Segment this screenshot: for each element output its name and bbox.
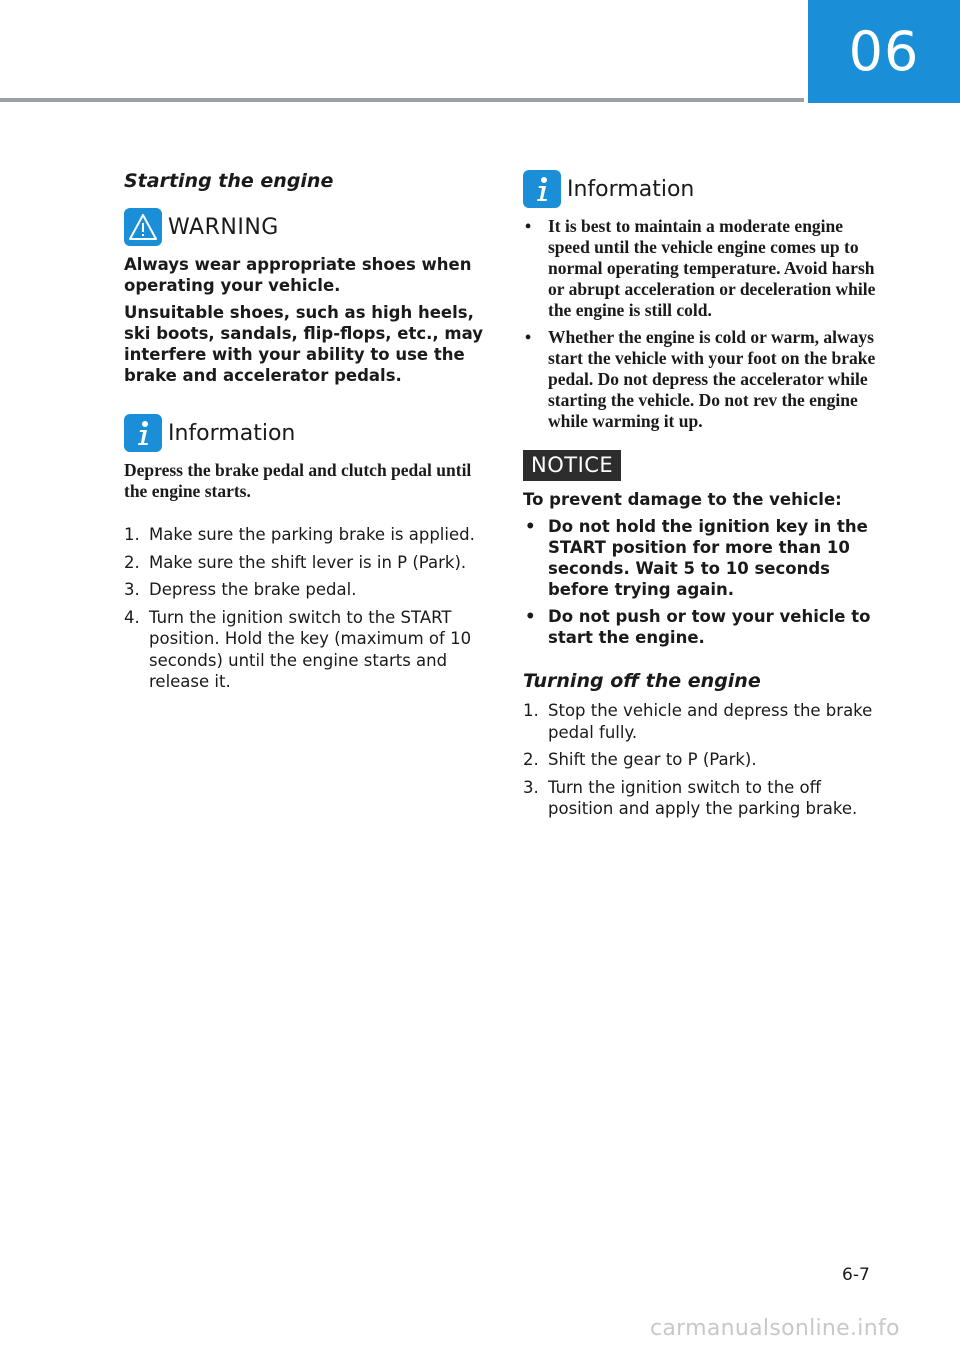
- info-box-left: [124, 414, 492, 502]
- info-box-right: [523, 170, 885, 432]
- info-title: Information: [567, 176, 695, 202]
- info-icon: [124, 414, 162, 452]
- step-number: 1.: [124, 525, 140, 544]
- section-title-starting: Starting the engine: [124, 170, 334, 192]
- step-text: Make sure the shift lever is in P (Park).: [149, 552, 467, 572]
- list-item: [523, 777, 885, 820]
- info-icon: [523, 170, 561, 208]
- list-item: [523, 216, 885, 321]
- header-rule: [0, 98, 804, 102]
- footer-watermark: carmanualsonline.info: [650, 1316, 900, 1341]
- bullet-text: Whether the engine is cold or warm, always start the vehicle with your foot on the brake pedal. Do not depress the accelerator while starting the vehicle. Do not rev the engine while warming it up.: [548, 327, 876, 431]
- step-text: Depress the brake pedal.: [149, 580, 357, 599]
- step-text: Make sure the parking brake is applied.: [149, 525, 475, 544]
- bullet-dot: •: [525, 327, 532, 347]
- bullet-dot: •: [525, 517, 536, 536]
- list-item: [523, 749, 885, 771]
- list-item: [124, 579, 492, 601]
- list-item: [523, 606, 885, 648]
- left-column: [124, 170, 492, 699]
- step-text: Turn the ignition switch to the off position and apply the parking brake.: [548, 777, 858, 818]
- step-number: 1.: [523, 701, 539, 720]
- warning-title: WARNING: [168, 214, 279, 240]
- step-number: 4.: [124, 607, 140, 627]
- warning-box: [124, 208, 492, 386]
- bullet-dot: •: [525, 607, 536, 626]
- section-title-turning-off: Turning off the engine: [523, 670, 761, 692]
- info-header: [523, 170, 885, 208]
- warning-paragraph: Always wear appropriate shoes when operating your vehicle.: [124, 255, 472, 295]
- step-text: Stop the vehicle and depress the brake pedal fully.: [548, 701, 873, 742]
- list-item: [523, 516, 885, 600]
- step-number: 2.: [124, 552, 140, 572]
- step-number: 2.: [523, 750, 539, 769]
- turning-off-steps: [523, 700, 885, 820]
- notice-lead: To prevent damage to the vehicle:: [523, 490, 842, 509]
- starting-steps: [124, 524, 492, 693]
- list-item: [124, 552, 492, 574]
- warning-header: [124, 208, 492, 246]
- right-column: [523, 170, 885, 826]
- list-item: [124, 607, 492, 693]
- bullet-dot: •: [525, 216, 532, 236]
- notice-box: [523, 450, 885, 648]
- info-text: Depress the brake pedal and clutch pedal until the engine starts.: [124, 460, 472, 501]
- warning-triangle-icon: [124, 208, 162, 246]
- bullet-text: Do not hold the ignition key in the START position for more than 10 seconds. Wait 5 to 10 seconds before trying again.: [548, 517, 868, 599]
- info-title: Information: [168, 420, 296, 446]
- step-number: 3.: [523, 777, 539, 797]
- list-item: [523, 327, 885, 432]
- notice-bullets: [523, 516, 885, 648]
- info-bullets: [523, 216, 885, 432]
- warning-paragraph: Unsuitable shoes, such as high heels, ski boots, sandals, flip-flops, etc., may interfere with your ability to use the brake and accelerator pedals.: [124, 303, 484, 385]
- bullet-text: It is best to maintain a moderate engine speed until the vehicle engine comes up to normal operating temperature. Avoid harsh or abrupt acceleration or deceleration while the engine is still cold.: [548, 216, 876, 320]
- list-item: [124, 524, 492, 546]
- notice-badge: NOTICE: [523, 450, 621, 481]
- step-text: Shift the gear to P (Park).: [548, 750, 757, 769]
- info-header: [124, 414, 492, 452]
- step-number: 3.: [124, 580, 140, 599]
- page-number: 6-7: [842, 1265, 870, 1285]
- list-item: [523, 700, 885, 743]
- chapter-tab: 06: [808, 0, 960, 103]
- step-text: Turn the ignition switch to the START position. Hold the key (maximum of 10 seconds) until the engine starts and release it.: [149, 607, 472, 691]
- bullet-text: Do not push or tow your vehicle to start the engine.: [548, 607, 871, 647]
